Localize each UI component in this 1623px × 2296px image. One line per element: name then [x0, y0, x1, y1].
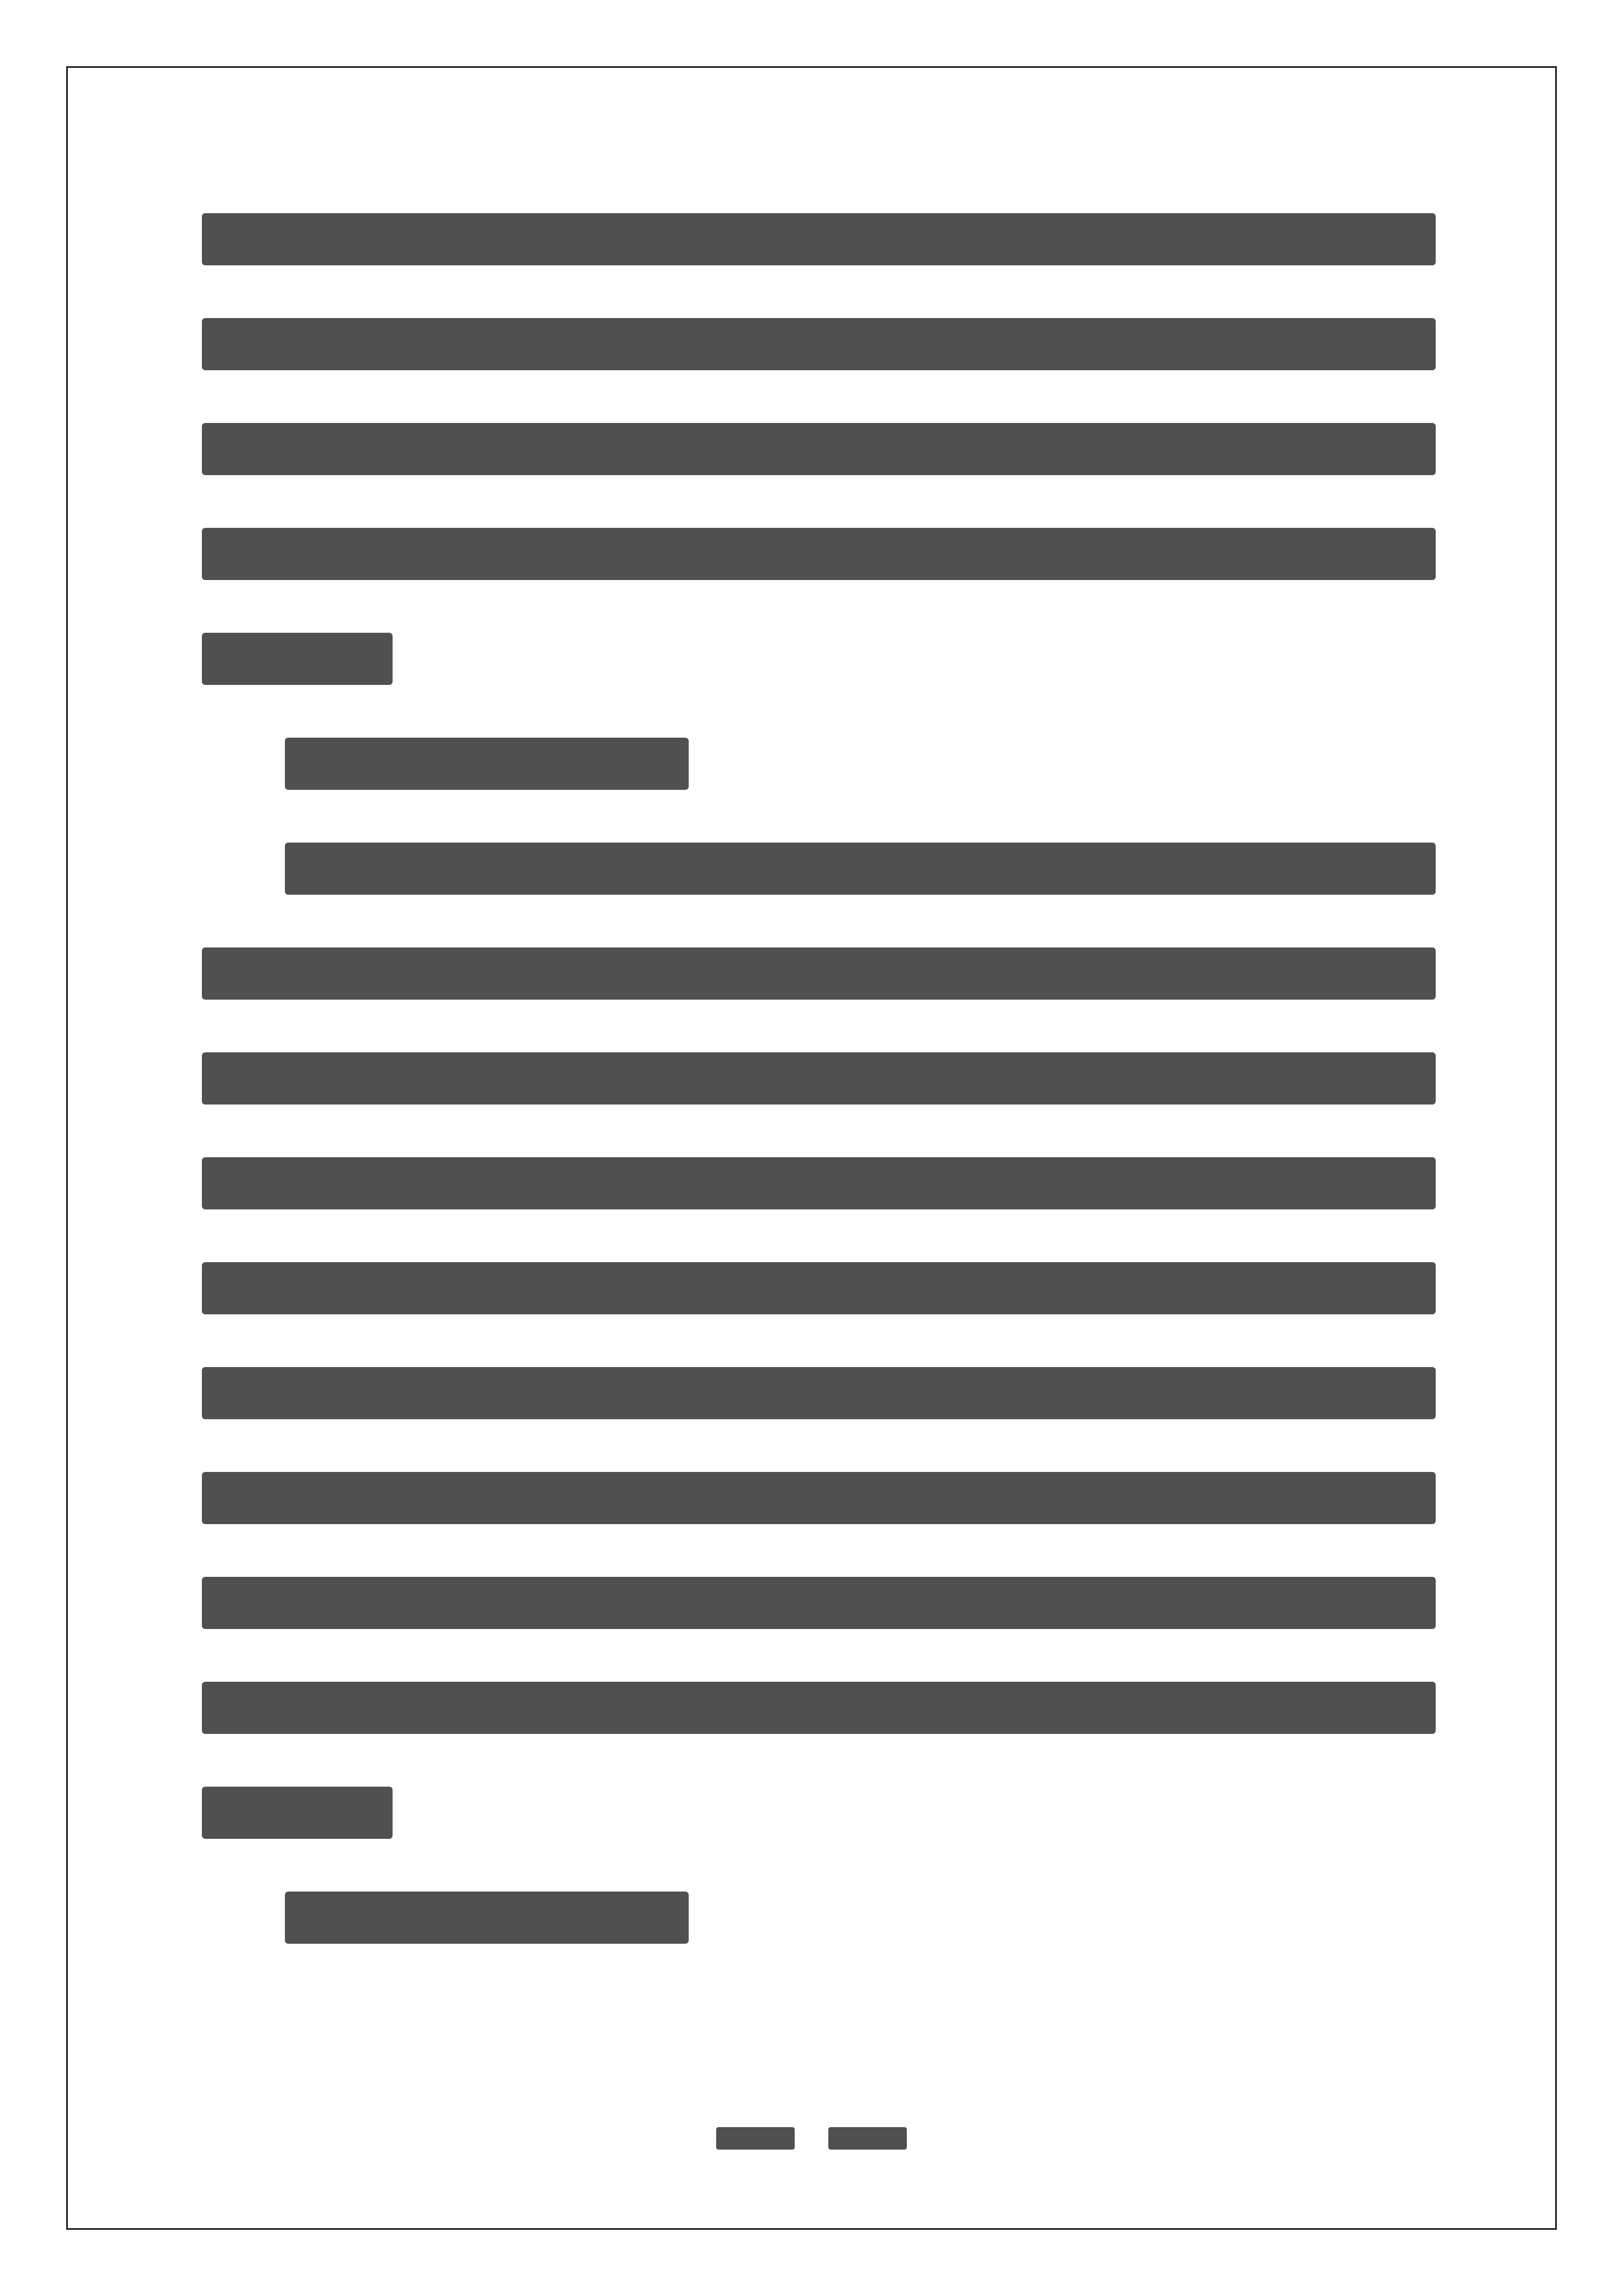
section-heading — [285, 1892, 689, 1944]
text-line — [202, 1682, 1436, 1734]
text-line — [202, 528, 1436, 580]
text-line — [202, 1472, 1436, 1524]
text-line — [202, 1787, 393, 1839]
page-number-mark — [716, 2127, 795, 2150]
text-line — [202, 633, 393, 685]
text-line — [202, 423, 1436, 475]
text-line — [285, 843, 1436, 895]
text-line — [202, 213, 1436, 265]
page-total-mark — [828, 2127, 907, 2150]
text-line — [202, 1367, 1436, 1419]
text-line — [202, 1262, 1436, 1314]
section-heading — [285, 738, 689, 790]
text-line — [202, 1052, 1436, 1105]
document-body — [202, 213, 1436, 1996]
page-footer — [0, 2127, 1623, 2150]
text-line — [202, 1577, 1436, 1629]
text-line — [202, 1157, 1436, 1209]
text-line — [202, 947, 1436, 1000]
text-line — [202, 318, 1436, 370]
